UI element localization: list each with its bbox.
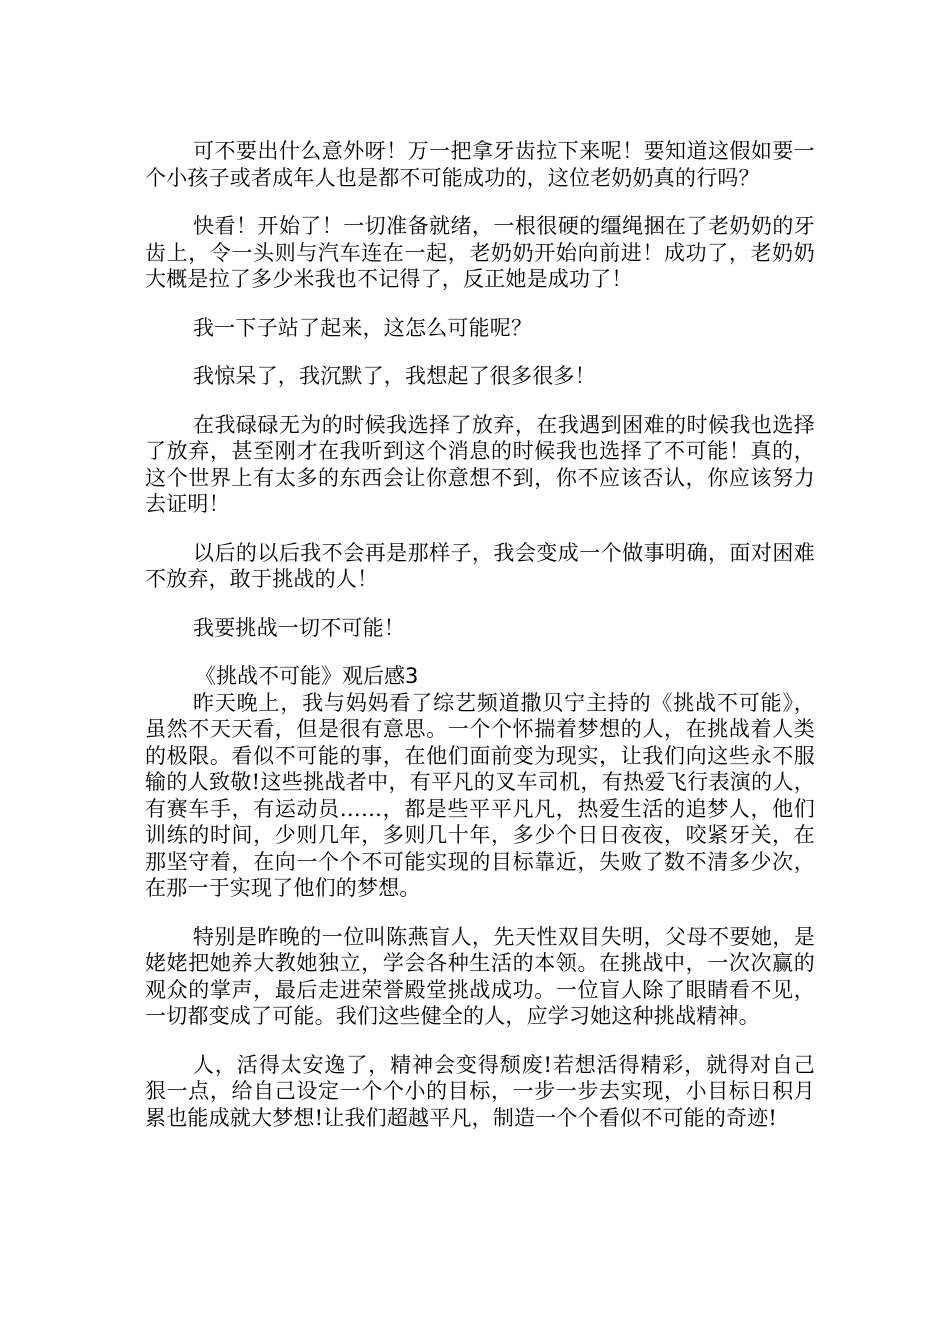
paragraph: 特别是昨晚的一位叫陈燕盲人，先天性双目失明，父母不要她，是姥姥把她养大教她独立，学会各种生活的本领。在挑战中，一次次赢的观众的掌声，最后走进荣誉殿堂挑战成功。一位盲人除了眼睛看不见，一切都变成了可能。我们这些健全的人，应学习她这种挑战精神。	[145, 924, 815, 1028]
paragraph: 昨天晚上，我与妈妈看了综艺频道撒贝宁主持的《挑战不可能》，虽然不天天看，但是很有意思。一个个怀揣着梦想的人，在挑战着人类的极限。看似不可能的事，在他们面前变为现实，让我们向这些永不服输的人致敬!这些挑战者中，有平凡的叉车司机，有热爱飞行表演的人，有赛车手，有运动员……，都是些平平凡凡，热爱生活的追梦人，他们训练的时间，少则几年，多则几十年，多少个日日夜夜，咬紧牙关，在那坚守着，在向一个个不可能实现的目标靠近，失败了数不清多少次，在那一于实现了他们的梦想。	[145, 690, 815, 900]
paragraph: 我要挑战一切不可能！	[193, 615, 405, 640]
paragraph: 以后的以后我不会再是那样子，我会变成一个做事明确，面对困难不放弃，敢于挑战的人！	[145, 540, 815, 591]
document-page	[145, 138, 815, 1153]
paragraph: 人，活得太安逸了，精神会变得颓废!若想活得精彩，就得对自己狠一点，给自己设定一个个小的目标，一步一步去实现，小目标日积月累也能成就大梦想!让我们超越平凡，制造一个个看似不可能的奇迹!	[145, 1052, 815, 1130]
paragraph: 在我碌碌无为的时候我选择了放弃，在我遇到困难的时候我也选择了放弃，甚至刚才在我听到这个消息的时候我也选择了不可能！真的，这个世界上有太多的东西会让你意想不到，你不应该否认，你应该努力去证明！	[145, 412, 815, 516]
paragraph: 我惊呆了，我沉默了，我想起了很多很多！	[193, 364, 596, 388]
paragraph: 可不要出什么意外呀！万一把拿牙齿拉下来呢！要知道这假如要一个小孩子或者成年人也是都不可能成功的，这位老奶奶真的行吗？	[145, 139, 815, 190]
paragraph: 我一下子站了起来，这怎么可能呢？	[193, 315, 533, 340]
paragraph: 快看！开始了！一切准备就绪，一根很硬的缰绳捆在了老奶奶的牙齿上，令一头则与汽车连在一起，老奶奶开始向前进！成功了，老奶奶大概是拉了多少米我也不记得了，反正她是成功了！	[145, 214, 815, 291]
section-title: 《挑战不可能》观后感3	[195, 664, 419, 688]
